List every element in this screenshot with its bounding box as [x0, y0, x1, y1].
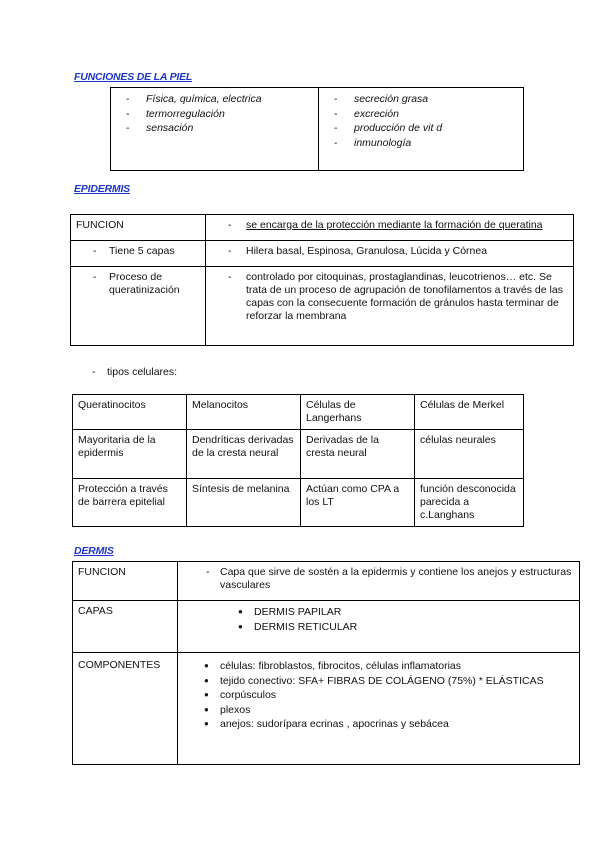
tipos-cell: Actúan como CPA a los LT: [301, 479, 415, 527]
funcion-item: - inmunología: [324, 136, 518, 151]
dermis-funcion-text: Capa que sirve de sostén a la epidermis y contiene los anejos y estructuras vasculares: [220, 566, 572, 591]
epidermis-value: - se encarga de la protección mediante la formación de queratina: [206, 215, 574, 241]
tipos-cell: Dendríticas derivadas de la cresta neural: [187, 430, 301, 479]
epidermis-label-cell: - Proceso de queratinización: [71, 267, 206, 346]
componente-item: ● anejos: sudorípara ecrinas , apocrinas y sebácea: [204, 717, 574, 732]
funcion-item: - excreción: [324, 107, 518, 122]
funcion-item: - termorregulación: [116, 107, 313, 122]
tipos-cell: células neurales: [415, 430, 524, 479]
funcion-item: - sensación: [116, 121, 313, 136]
dermis-table: [72, 561, 580, 765]
funciones-left-cell: [111, 88, 319, 171]
tipos-cell: Células de Merkel: [415, 395, 524, 430]
tipos-table: [72, 394, 524, 527]
epidermis-value: Hilera basal, Espinosa, Granulosa, Lúcida y Córnea: [246, 245, 488, 257]
epidermis-label-cell: - Tiene 5 capas: [71, 241, 206, 267]
epidermis-funcion-text: se encarga de la protección mediante la formación de queratina: [246, 219, 543, 231]
tipos-celulares-label: tipos celulares:: [107, 366, 178, 378]
componente-item: ● corpúsculos: [204, 688, 574, 703]
dermis-label: FUNCION: [73, 562, 178, 601]
tipos-cell: Células de Langerhans: [301, 395, 415, 430]
epidermis-label: FUNCION: [71, 215, 206, 241]
funcion-item: - producción de vit d: [324, 121, 518, 136]
capa-item: ● DERMIS RETICULAR: [238, 620, 574, 635]
epidermis-value-cell: - Hilera basal, Espinosa, Granulosa, Lúcida y Córnea: [206, 241, 574, 267]
dermis-componentes-cell: [178, 653, 580, 765]
epidermis-heading: EPIDERMIS: [74, 183, 130, 195]
epidermis-value-cell: - controlado por citoquinas, prostaglandinas, leucotrienos… etc. Se trata de un proceso de agrupación de tonofilamentos a través de las capas con la consecuente formación de gránulos hasta terminar de reforzar la membrana: [206, 267, 574, 346]
tipos-cell: Melanocitos: [187, 395, 301, 430]
dermis-label: CAPAS: [73, 601, 178, 653]
tipos-cell: Protección a través de barrera epitelial: [73, 479, 187, 527]
dermis-heading: DERMIS: [74, 545, 114, 557]
dermis-label: COMPONENTES: [73, 653, 178, 765]
epidermis-label: Proceso de queratinización: [109, 271, 180, 296]
epidermis-label: Tiene 5 capas: [109, 245, 175, 257]
tipos-cell: Derivadas de la cresta neural: [301, 430, 415, 479]
dermis-funcion-cell: - Capa que sirve de sostén a la epidermis y contiene los anejos y estructuras vasculares: [178, 562, 580, 601]
epidermis-table: [70, 214, 574, 346]
tipos-cell: Mayoritaria de la epidermis: [73, 430, 187, 479]
tipos-cell: Queratinocitos: [73, 395, 187, 430]
componente-item: ● células: fibroblastos, fibrocitos, células inflamatorias: [204, 659, 574, 674]
funciones-right-cell: [319, 88, 524, 171]
funcion-item: - Física, química, electrica: [116, 92, 313, 107]
tipos-cell: Síntesis de melanina: [187, 479, 301, 527]
funciones-table: [110, 87, 524, 171]
componente-item: ● plexos: [204, 703, 574, 718]
epidermis-value: controlado por citoquinas, prostaglandinas, leucotrienos… etc. Se trata de un proceso de agrupación de tonofilamentos a través de las capas con la consecuente formación de gránulos hasta terminar de reforzar la membrana: [246, 271, 563, 322]
tipos-cell: función desconocida parecida a c.Langhans: [415, 479, 524, 527]
funciones-heading: FUNCIONES DE LA PIEL: [74, 71, 193, 83]
funcion-item: - secreción grasa: [324, 92, 518, 107]
capa-item: ● DERMIS PAPILAR: [238, 605, 574, 620]
componente-item: ● tejido conectivo: SFA+ FIBRAS DE COLÁGENO (75%) * ELÁSTICAS: [204, 674, 574, 689]
dermis-capas-cell: [178, 601, 580, 653]
